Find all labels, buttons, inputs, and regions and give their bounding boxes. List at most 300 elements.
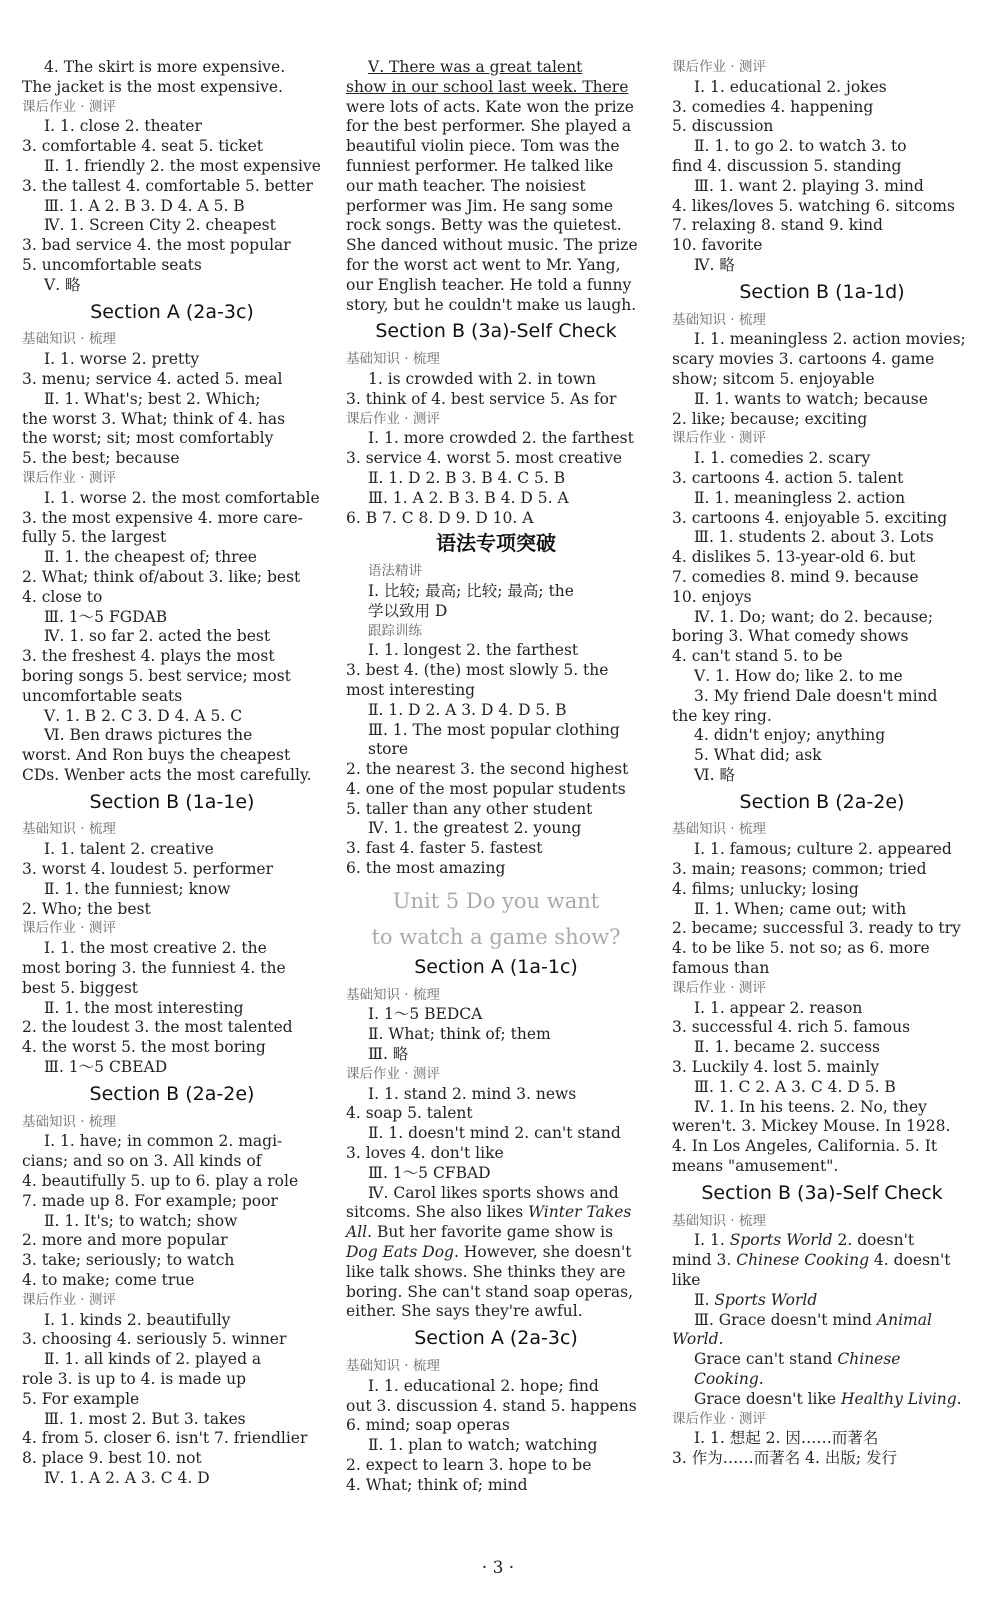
line-text: Section A (1a-1c) [414, 955, 578, 978]
line-text: cians; and so on 3. All kinds of [22, 1152, 262, 1171]
line-text: to watch a game show? [371, 924, 621, 949]
answer-line [22, 1370, 322, 1390]
line-text: Ⅰ. 1. worse 2. the most comfortable [44, 488, 320, 507]
line-text: 课后作业 · 测评 [22, 98, 116, 115]
answer-line [22, 959, 322, 979]
answer-line [672, 880, 972, 900]
answer-line [672, 449, 972, 469]
answer-line [672, 647, 972, 667]
line-text: for the worst act went to Mr. Yang, [346, 255, 621, 274]
subsection-label [672, 1410, 972, 1430]
line-text: 基础知识 · 梳理 [672, 311, 766, 328]
answer-line [346, 78, 646, 98]
line-text: 4. can't stand 5. to be [672, 647, 843, 666]
line-text: Ⅰ. 1. famous; culture 2. appeared [694, 840, 952, 859]
answer-line [672, 1449, 972, 1469]
line-text: 4. didn't enjoy; anything [694, 726, 886, 745]
line-text: our English teacher. He told a funny [346, 275, 632, 294]
answer-line [346, 236, 646, 256]
line-text: means "amusement". [672, 1157, 839, 1176]
line-text: 基础知识 · 梳理 [22, 331, 116, 348]
answer-line [346, 157, 646, 177]
answer-line [346, 137, 646, 157]
line-text: 10. enjoys [672, 587, 752, 606]
subsection-label [346, 1065, 646, 1085]
answer-line [22, 1350, 322, 1370]
answer-line [22, 1152, 322, 1172]
answer-line [346, 1436, 646, 1456]
answer-line [22, 78, 322, 98]
line-text: 学以致用 D [368, 601, 448, 620]
answer-line [346, 1045, 646, 1065]
line-text: 3. main; reasons; common; tried [672, 860, 927, 879]
subsection-label [346, 350, 646, 370]
answer-line [346, 859, 646, 879]
section-heading [672, 1181, 972, 1204]
line-text: Section B (1a-1d) [739, 280, 905, 303]
section-heading [346, 322, 646, 342]
line-text: 3. My friend Dale doesn't mind [694, 686, 938, 705]
unit-title [346, 887, 646, 915]
answer-line [346, 1243, 646, 1263]
line-text: 3. comfortable 4. seat 5. ticket [22, 137, 263, 156]
line-text: Section B (3a)-Self Check [375, 320, 617, 343]
line-text: 5. taller than any other student [346, 799, 593, 818]
answer-line [672, 350, 972, 370]
answer-line [346, 819, 646, 839]
answer-line [346, 1397, 646, 1417]
line-text: 3. cartoons 4. action 5. talent [672, 468, 904, 487]
answer-line [22, 177, 322, 197]
answer-line [22, 1469, 322, 1489]
answer-line [346, 780, 646, 800]
answer-line [22, 588, 322, 608]
answer-line [672, 1038, 972, 1058]
answer-line [346, 1223, 646, 1243]
line-text: Grace can't stand [694, 1350, 838, 1369]
line-text: Ⅱ. 1. It's; to watch; show [44, 1211, 238, 1230]
answer-line [22, 726, 322, 746]
line-text: 课后作业 · 测评 [22, 1291, 116, 1308]
line-text: like [672, 1271, 701, 1290]
line-text: 4. close to [22, 587, 103, 606]
line-tail: . However, she doesn't [453, 1243, 632, 1262]
line-text: 6. the most amazing [346, 859, 506, 878]
line-text: 3. loves 4. don't like [346, 1144, 504, 1163]
answer-line [346, 469, 646, 489]
line-text: fully 5. the largest [22, 528, 167, 547]
answer-line [22, 667, 322, 687]
answer-line [22, 137, 322, 157]
line-text: Ⅰ. 1. 想起 2. 因……而著名 [694, 1429, 879, 1448]
line-text: Section B (2a-2e) [739, 790, 905, 813]
line-text: Ⅱ. 1. wants to watch; because [694, 389, 928, 408]
line-text: Ⅱ. 1. When; came out; with [694, 899, 907, 918]
line-text: Ⅴ. 1. B 2. C 3. D 4. A 5. C [44, 706, 243, 725]
line-text: Ⅰ. 1. educational 2. jokes [694, 77, 887, 96]
subsection-label [346, 410, 646, 430]
line-text: Ⅰ. 1. educational 2. hope; find [368, 1376, 599, 1395]
line-text: Grace doesn't like [694, 1389, 842, 1408]
answer-line [672, 900, 972, 920]
answer-line [346, 1203, 646, 1223]
subsection-label [22, 1291, 322, 1311]
line-text: 3. take; seriously; to watch [22, 1251, 235, 1270]
answer-line [346, 701, 646, 721]
answer-line [22, 1251, 322, 1271]
answer-line [672, 1078, 972, 1098]
line-text: 2. expect to learn 3. hope to be [346, 1456, 592, 1474]
line-text: boring songs 5. best service; most [22, 666, 291, 685]
line-text: show in our school last week. [346, 77, 578, 96]
answer-line [672, 1058, 972, 1078]
answer-line [346, 1184, 646, 1204]
line-text: Ⅰ. 1. [694, 1231, 730, 1250]
line-text: beautiful violin piece. Tom was the [346, 137, 620, 156]
line-text: 基础知识 · 梳理 [346, 1358, 440, 1375]
line-text: uncomfortable seats [22, 686, 183, 705]
subsection-label [22, 469, 322, 489]
line-text: Ⅳ. 1. Do; want; do 2. because; [694, 607, 934, 626]
line-text: either. She says they're awful. [346, 1302, 583, 1321]
line-text: 2. What; think of/about 3. like; best [22, 567, 301, 586]
answer-line [346, 1005, 646, 1025]
answer-line [22, 568, 322, 588]
line-text: Ⅴ. 1. How do; like 2. to me [694, 666, 903, 685]
line-text: 4. dislikes 5. 13-year-old 6. but [672, 548, 916, 567]
line-text: Ⅱ. 1. the most interesting [44, 998, 244, 1017]
answer-line [672, 1098, 972, 1118]
line-text: mind 3. [672, 1251, 737, 1270]
line-text: Ⅰ. 1. longest 2. the farthest [368, 641, 579, 660]
line-text: Ⅳ. 1. the greatest 2. young [368, 819, 582, 838]
line-text: Ⅲ. 1～5 CFBAD [368, 1163, 491, 1182]
answer-line [22, 608, 322, 628]
line-text: Ⅲ. 1～5 FGDAB [44, 607, 168, 626]
line-text: boring. She can't stand soap operas, [346, 1282, 633, 1301]
line-text: Ⅱ. 1. D 2. A 3. D 4. D 5. B [368, 700, 567, 719]
answer-line [346, 509, 646, 529]
line-text: Section B (3a)-Self Check [701, 1181, 943, 1204]
line-text: best 5. biggest [22, 978, 139, 997]
answer-line [672, 548, 972, 568]
answer-line [22, 1212, 322, 1232]
answer-line [672, 1231, 972, 1251]
answer-line [22, 350, 322, 370]
answer-line [672, 157, 972, 177]
line-text: Ⅰ. 1. more crowded 2. the farthest [368, 429, 634, 448]
line-text: 课后作业 · 测评 [672, 1410, 766, 1427]
answer-line [22, 429, 322, 449]
answer-line [22, 1058, 322, 1078]
line-text: 3. successful 4. rich 5. famous [672, 1018, 911, 1037]
answer-line [672, 1137, 972, 1157]
section-heading [672, 790, 972, 813]
answer-line [672, 330, 972, 350]
line-text: Ⅰ. 1. have; in common 2. magi- [44, 1132, 283, 1151]
answer-column-left [22, 58, 322, 1489]
answer-line [346, 449, 646, 469]
line-text: Ⅰ. 1. close 2. theater [44, 117, 202, 136]
line-text: Section B (1a-1e) [89, 790, 255, 813]
answer-line [672, 1350, 972, 1390]
line-text: scary movies 3. cartoons 4. game [672, 350, 935, 369]
answer-line [22, 449, 322, 469]
answer-line [22, 528, 322, 548]
line-text: most boring 3. the funniest 4. the [22, 959, 286, 978]
line-text: 跟踪训练 [368, 622, 422, 639]
line-text: Ⅱ. 1. all kinds of 2. played a [44, 1350, 262, 1369]
line-text: Ⅰ. 1. comedies 2. scary [694, 449, 871, 468]
answer-line [346, 429, 646, 449]
answer-line [22, 880, 322, 900]
subsection-label [672, 311, 972, 331]
subsection-label [22, 98, 322, 118]
page-number: · 3 · [481, 1558, 515, 1578]
answer-line [22, 1330, 322, 1350]
answer-line [346, 1302, 646, 1322]
line-text: Ⅲ. 1. students 2. about 3. Lots [694, 528, 934, 547]
line-text: Ⅳ. 略 [694, 255, 735, 274]
line-text: 5. discussion [672, 117, 774, 136]
answer-line [672, 117, 972, 137]
line-tail: 2. doesn't [832, 1231, 915, 1250]
answer-line [672, 197, 972, 217]
line-text: 4. soap 5. talent [346, 1104, 473, 1123]
line-text: out 3. discussion 4. stand 5. happens [346, 1396, 637, 1415]
answer-line [346, 602, 646, 622]
line-text: She danced without music. The prize [346, 236, 638, 255]
answer-line [672, 137, 972, 157]
subsection-label [346, 562, 646, 582]
line-text: 课后作业 · 测评 [346, 410, 440, 427]
subsection-label [672, 1212, 972, 1232]
line-text: famous than [672, 959, 770, 978]
answer-line [672, 1251, 972, 1271]
answer-line [346, 681, 646, 701]
line-text: Ⅴ. There was a great talent [368, 58, 583, 76]
answer-line [346, 1104, 646, 1124]
line-text: 2. became; successful 3. ready to try [672, 919, 961, 938]
answer-line [346, 117, 646, 137]
answer-line [672, 999, 972, 1019]
section-heading [346, 955, 646, 978]
answer-line [672, 766, 972, 786]
answer-line [22, 390, 322, 410]
line-text: Ⅱ. 1. the cheapest of; three [44, 548, 257, 567]
line-text: the key ring. [672, 706, 772, 725]
line-text: 2. more and more popular [22, 1231, 228, 1250]
answer-line [22, 256, 322, 276]
title-italic: Healthy Living [841, 1389, 957, 1408]
title-italic: Chinese Cooking [736, 1251, 869, 1270]
answer-line [672, 390, 972, 410]
subsection-label [672, 58, 972, 78]
answer-line [22, 1271, 322, 1291]
answer-line [672, 177, 972, 197]
answer-line [346, 1263, 646, 1283]
answer-line [22, 216, 322, 236]
title-italic: Chinese Cooking [694, 1350, 901, 1388]
answer-line [346, 760, 646, 780]
unit-title [346, 923, 646, 951]
answer-line [672, 667, 972, 687]
line-text: 7. comedies 8. mind 9. because [672, 567, 919, 586]
line-text: Ⅲ. 略 [368, 1045, 409, 1064]
line-text: 3. comedies 4. happening [672, 97, 874, 116]
answer-line [22, 939, 322, 959]
answer-line [22, 766, 322, 786]
line-tail: . [718, 1330, 724, 1349]
line-text: 基础知识 · 梳理 [346, 351, 440, 368]
line-text: 课后作业 · 测评 [22, 469, 116, 486]
answer-line [672, 98, 972, 118]
line-text: Ⅱ. 1. doesn't mind 2. can't stand [368, 1124, 621, 1143]
line-text: 5. For example [22, 1389, 140, 1408]
answer-line [672, 1311, 972, 1331]
line-text: the worst; sit; most comfortably [22, 429, 274, 448]
line-text: Ⅳ. 1. Screen City 2. cheapest [44, 216, 276, 235]
line-text: 3. service 4. worst 5. most creative [346, 449, 623, 468]
line-tail: . [956, 1389, 962, 1408]
answer-line [22, 1390, 322, 1410]
line-text: 4. the worst 5. the most boring [22, 1038, 266, 1057]
answer-line [672, 236, 972, 256]
answer-line [22, 647, 322, 667]
line-text: sitcoms. She also likes [346, 1203, 529, 1222]
line-text: Ⅰ. 比较; 最高; 比较; 最高; the [368, 581, 574, 600]
answer-line [672, 627, 972, 647]
grammar-heading [346, 531, 646, 556]
line-text: 3. worst 4. loudest 5. performer [22, 860, 274, 879]
line-text: Ⅳ. 1. A 2. A 3. C 4. D [44, 1468, 210, 1487]
line-text: Ⅱ. 1. the funniest; know [44, 879, 231, 898]
answer-line [672, 1429, 972, 1449]
line-text: our math teacher. The noisiest [346, 176, 586, 195]
answer-line [672, 78, 972, 98]
answer-line [672, 608, 972, 628]
subsection-label [346, 622, 646, 642]
subsection-label [22, 919, 322, 939]
line-text: 6. mind; soap operas [346, 1416, 510, 1435]
line-text: role 3. is up to 4. is made up [22, 1370, 247, 1388]
line-text: Ⅱ. 1. What's; best 2. Which; [44, 389, 261, 408]
answer-line [346, 177, 646, 197]
section-heading [346, 1329, 646, 1349]
answer-column-right [672, 58, 972, 1469]
line-text: 语法精讲 [368, 563, 422, 580]
line-text: 2. the nearest 3. the second highest [346, 760, 629, 779]
title-italic: Dog Eats Dog [346, 1243, 454, 1262]
line-text: Ⅰ. 1. the most creative 2. the [44, 939, 267, 958]
line-text: boring 3. What comedy shows [672, 627, 909, 646]
line-text: Ⅳ. Carol likes sports shows and [368, 1183, 619, 1202]
answer-line [672, 860, 972, 880]
line-text: 基础知识 · 梳理 [22, 1113, 116, 1130]
line-text: 基础知识 · 梳理 [22, 821, 116, 838]
answer-line [22, 548, 322, 568]
line-text: Section A (2a-3c) [414, 1327, 578, 1350]
answer-line [672, 370, 972, 390]
line-text: for the best performer. She played a [346, 117, 632, 136]
answer-line [22, 1429, 322, 1449]
line-tail: 4. doesn't [869, 1251, 951, 1270]
line-text: 1. is crowded with 2. in town [368, 369, 596, 388]
line-text: Ⅰ. 1. meaningless 2. action movies; [694, 330, 966, 349]
answer-line [346, 216, 646, 236]
line-text: Ⅲ. 1. C 2. A 3. C 4. D 5. B [694, 1077, 896, 1096]
line-text: Ⅱ. 1. plan to watch; watching [368, 1436, 598, 1455]
line-text: Ⅲ. 1. The most popular clothing store [368, 720, 620, 759]
line-text: 10. favorite [672, 236, 763, 255]
answer-line [346, 1456, 646, 1476]
line-text: 5. What did; ask [694, 746, 822, 765]
answer-line [346, 661, 646, 681]
line-text: Ⅱ. [694, 1290, 715, 1309]
answer-line [672, 469, 972, 489]
answer-line [672, 840, 972, 860]
line-text: Ⅳ. 1. so far 2. acted the best [44, 627, 271, 646]
line-text: 4. one of the most popular students [346, 779, 626, 798]
line-text: 7. relaxing 8. stand 9. kind [672, 216, 883, 235]
answer-line [22, 999, 322, 1019]
line-text: 4. to make; come true [22, 1271, 195, 1290]
line-text: 7. made up 8. For example; poor [22, 1191, 278, 1210]
subsection-label [672, 979, 972, 999]
subsection-label [346, 986, 646, 1006]
line-text: 4. from 5. closer 6. isn't 7. friendlier [22, 1429, 308, 1448]
line-text: Ⅱ. 1. to go 2. to watch 3. to [694, 137, 907, 156]
line-text: Ⅱ. What; think of; them [368, 1025, 551, 1044]
answer-line [346, 256, 646, 276]
line-text: 3. think of 4. best service 5. As for [346, 389, 617, 408]
answer-line [672, 489, 972, 509]
line-text: 5. the best; because [22, 449, 180, 468]
answer-line [22, 687, 322, 707]
answer-line [346, 641, 646, 661]
answer-line [346, 296, 646, 316]
line-text: story, but he couldn't make us laugh. [346, 295, 637, 314]
line-text: Ⅴ. 略 [44, 275, 81, 294]
answer-line [672, 1291, 972, 1311]
section-heading [22, 1082, 322, 1105]
line-text: 4. films; unlucky; losing [672, 879, 859, 898]
line-text: 4. beautifully 5. up to 6. play a role [22, 1172, 299, 1191]
answer-line [22, 58, 322, 78]
answer-line [22, 276, 322, 296]
line-text: performer was Jim. He sang some [346, 196, 614, 215]
answer-line [22, 1410, 322, 1430]
answer-line [22, 1192, 322, 1212]
subsection-label [22, 1113, 322, 1133]
line-text: 4. What; think of; mind [346, 1475, 528, 1494]
answer-line [672, 509, 972, 529]
answer-line [346, 721, 646, 761]
line-text: Ⅰ. 1. worse 2. pretty [44, 350, 200, 369]
answer-line [672, 1330, 972, 1350]
line-text: Ⅰ. 1. talent 2. creative [44, 840, 214, 859]
line-text: 3. the most expensive 4. more care- [22, 508, 303, 527]
answer-line [346, 582, 646, 602]
answer-line [346, 1377, 646, 1397]
line-text: 6. B 7. C 8. D 9. D 10. A [346, 508, 534, 527]
line-tail: There [577, 77, 629, 96]
answer-line [672, 1390, 972, 1410]
line-text: find 4. discussion 5. standing [672, 156, 902, 175]
line-text: 3. bad service 4. the most popular [22, 236, 291, 255]
line-text: 2. Who; the best [22, 899, 151, 918]
answer-line [346, 1283, 646, 1303]
